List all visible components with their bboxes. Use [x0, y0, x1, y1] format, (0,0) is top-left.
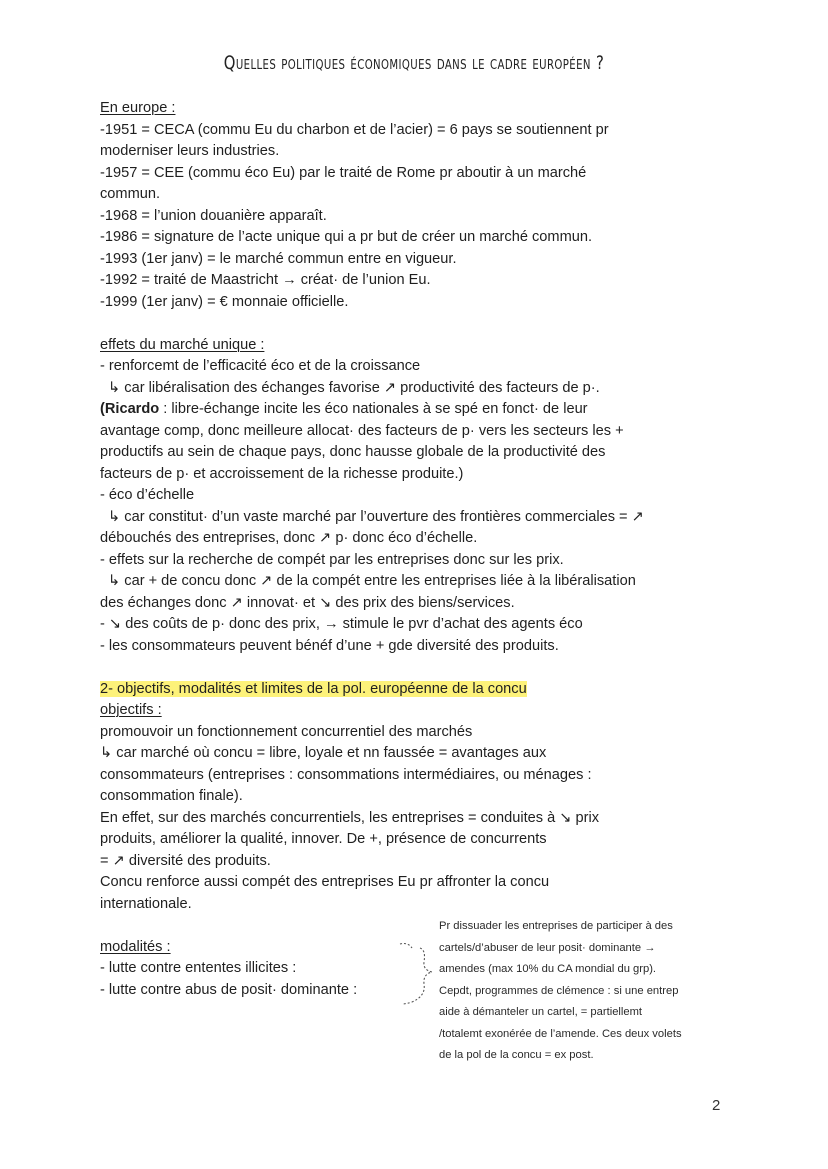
objectifs-line: internationale. [100, 895, 192, 912]
objectifs-line: En effet, sur des marchés concurrentiels, les entreprises = conduites à ↘ prix [100, 809, 600, 826]
effets-line: ↳ car constitut· d’un vaste marché par l’ouverture des frontières commerciales = ↗ [108, 508, 644, 525]
side-note-line: amendes (max 10% du CA mondial du grp). [439, 963, 657, 975]
effets-line: - effets sur la recherche de compét par les entreprises donc sur les prix. [100, 551, 564, 568]
side-note-line: /totalemt exonérée de l’amende. Ces deux volets [439, 1027, 682, 1040]
objectifs-line: ↳ car marché où concu = libre, loyale et nn faussée = avantages aux [100, 745, 547, 761]
page-title: Quelles politiques économiques dans le cadre européen ? [223, 52, 605, 74]
timeline-line: moderniser leurs industries. [100, 143, 280, 159]
timeline-line: -1999 (1er janv) = € monnaie officielle. [100, 293, 349, 310]
timeline-line: -1993 (1er janv) = le marché commun entre en vigueur. [100, 250, 457, 267]
effets-line: - éco d’échelle [100, 487, 195, 503]
effets-line: productifs au sein de chaque pays, donc hausse globale de la productivité des [100, 444, 606, 460]
timeline-line: -1986 = signature de l’acte unique qui a pr but de créer un marché commun. [100, 229, 593, 245]
curly-bracket-icon [398, 940, 438, 1010]
objectifs-line: = ↗ diversité des produits. [100, 852, 271, 869]
objectifs-line: produits, améliorer la qualité, innover. De +, présence de concurrents [100, 831, 547, 847]
side-note-line: Pr dissuader les entreprises de participer à des [439, 920, 673, 932]
side-note-line: de la pol de la concu = ex post. [439, 1049, 594, 1061]
side-note [439, 916, 739, 1067]
effets-line: - les consommateurs peuvent bénéf d’une + gde diversité des produits. [100, 637, 559, 654]
notes-body [100, 98, 720, 1001]
section-heading-concu [100, 679, 720, 701]
effets-line: - renforcemt de l’efficacité éco et de la croissance [100, 358, 421, 374]
effets-line: des échanges donc ↗ innovat· et ↘ des prix des biens/services. [100, 594, 515, 611]
effets-line: facteurs de p· et accroissement de la richesse produite.) [100, 465, 464, 482]
objectifs-line: promouvoir un fonctionnement concurrentiel des marchés [100, 723, 473, 740]
objectifs-line: consommation finale). [100, 788, 243, 804]
section-heading-effets: effets du marché unique : [100, 336, 265, 353]
timeline-line: -1951 = CECA (commu Eu du charbon et de l’acier) = 6 pays se soutiennent pr [100, 121, 609, 138]
effets-line: ↳ car + de concu donc ↗ de la compét entre les entreprises liée à la libéralisation [108, 573, 636, 589]
modalites-heading: modalités : [100, 938, 171, 955]
timeline-line: -1992 = traité de Maastricht → créat· de l’union Eu. [100, 272, 431, 288]
objectifs-line: consommateurs (entreprises : consommations intermédiaires, ou ménages : [100, 766, 592, 783]
side-note-line: aide à démanteler un cartel, = partiellemt [439, 1006, 643, 1018]
effets-line: avantage comp, donc meilleure allocat· des facteurs de p· vers les secteurs les + [100, 422, 624, 439]
ricardo-bold: (Ricardo [100, 401, 160, 417]
page-number: 2 [712, 1097, 721, 1114]
objectifs-heading: objectifs : [100, 702, 162, 718]
section-heading-europe: En europe : [100, 100, 176, 116]
side-note-line: cartels/d’abuser de leur posit· dominante → [439, 941, 656, 954]
effets-line: - ↘ des coûts de p· donc des prix, → stimule le pvr d’achat des agents éco [100, 616, 583, 632]
timeline-line: -1968 = l’union douanière apparaît. [100, 207, 327, 224]
modalites-line: - lutte contre abus de posit· dominante : [100, 981, 358, 998]
timeline-line: -1957 = CEE (commu éco Eu) par le traité de Rome pr aboutir à un marché [100, 164, 587, 181]
objectifs-line: Concu renforce aussi compét des entreprises Eu pr affronter la concu [100, 874, 550, 890]
modalites-line: - lutte contre ententes illicites : [100, 960, 297, 976]
highlighted-heading: 2- objectifs, modalités et limites de la pol. européenne de la concu [100, 680, 527, 697]
ricardo-rest: : libre-échange incite les éco nationales à se spé en fonct· de leur [159, 401, 588, 417]
ricardo-line [100, 399, 720, 421]
side-note-line: Cepdt, programmes de clémence : si une entrep [439, 984, 679, 997]
effets-line: débouchés des entreprises, donc ↗ p· donc éco d’échelle. [100, 530, 478, 546]
timeline-line: commun. [100, 186, 161, 202]
effets-line: ↳ car libéralisation des échanges favorise ↗ productivité des facteurs de p·. [108, 379, 600, 396]
